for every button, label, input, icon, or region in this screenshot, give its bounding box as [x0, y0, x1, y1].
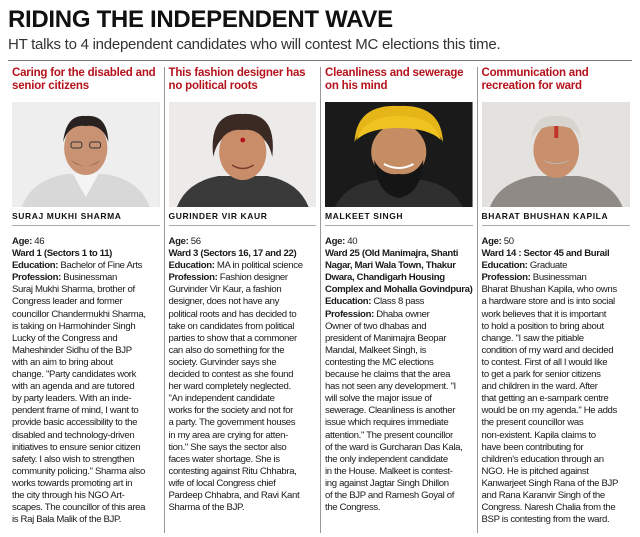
story-line: the Congress. — [325, 502, 381, 514]
candidate-portrait — [12, 102, 160, 207]
story-line: Sharma of the BJP. — [168, 502, 245, 514]
candidate-bio — [325, 236, 473, 514]
story-line: ing against Jagtar Singh Dhillon — [325, 477, 449, 489]
story-line: the present councillor was — [481, 417, 584, 429]
story-line: to get a park for senior citizens — [481, 369, 601, 381]
story-line: Gurvinder Vir Kaur, a fashion — [168, 284, 282, 296]
story-line: that getting an e-sampark centre — [481, 393, 609, 405]
candidate-kicker: Communication and recreation for ward — [481, 67, 589, 92]
story-line: Congress leader and former — [12, 296, 123, 308]
profession-line: Profession: Businessman — [481, 272, 587, 284]
story-line: faces water shortage. She is — [168, 453, 280, 465]
education-line: Education: MA in political science — [168, 260, 303, 272]
education-line: Education: Bachelor of Fine Arts — [12, 260, 143, 272]
story-line: of the ward is Gurcharan Das Kala, — [325, 441, 463, 453]
story-line: contesting the MC elections — [325, 356, 434, 368]
story-line: sewerage. Cleanliness is another — [325, 405, 456, 417]
story-line: change. "I saw the pitiable — [481, 332, 584, 344]
story-line: Bharat Bhushan Kapila, who owns — [481, 284, 617, 296]
candidate-column-2 — [165, 67, 322, 533]
story-line: tion." She says the sector also — [168, 441, 287, 453]
story-line: to contest. First of all I would like — [481, 356, 608, 368]
story-line: change. "Party candidates work — [12, 369, 137, 381]
candidate-name: SURAJ MUKHI SHARMA — [12, 211, 160, 226]
ward-line: Ward 14 : Sector 45 and Burail — [481, 248, 610, 260]
story-line: pendent frame of mind, I want to — [12, 405, 139, 417]
story-line: take on candidates from political — [168, 320, 295, 332]
story-line: is taking on Harmohinder Singh — [12, 320, 136, 332]
story-line: the only independent candidate — [325, 453, 448, 465]
story-line: non-existent. Kapila claims to — [481, 429, 596, 441]
story-line: community policing." Sharma also — [12, 465, 145, 477]
story-line: works for the society and not for — [168, 405, 293, 417]
story-line: safety. I also wish to strengthen — [12, 453, 135, 465]
candidate-columns — [8, 67, 634, 533]
story-line: Pardeep Chhabra, and Ravi Kant — [168, 489, 300, 501]
story-line: her ward completely neglected. — [168, 381, 291, 393]
story-line: with an agenda and are tutored — [12, 381, 135, 393]
story-line: Mandal, Malkeet Singh, is — [325, 344, 427, 356]
story-line: Suraj Mukhi Sharma, brother of — [12, 284, 135, 296]
story-line: work believes that it is important — [481, 308, 607, 320]
profession-line: Profession: Businessman — [12, 272, 118, 284]
story-line: with an aim to bring about — [12, 356, 113, 368]
story-line: BSP is contesting from the ward. — [481, 514, 610, 526]
story-line: and children in the ward. After — [481, 381, 598, 393]
ward-line: Ward 25 (Old Manimajra, Shanti Nagar, Mari Wala Town, Thakur Dwara, Chandigarh Housing Complex and Mohalla Govindpura) — [325, 248, 473, 296]
story-line: decided to contest as she found — [168, 369, 294, 381]
story-line: would be on my agenda." He adds — [481, 405, 617, 417]
candidate-name: BHARAT BHUSHAN KAPILA — [482, 211, 631, 226]
candidate-name: MALKEET SINGH — [325, 211, 473, 226]
education-line: Education: Class 8 pass — [325, 296, 425, 308]
story-line: Maheshinder Sidhu of the BJP — [12, 344, 132, 356]
age-line: Age: 50 — [481, 236, 514, 247]
story-line: society. Gurvinder says she — [168, 356, 277, 368]
story-line: has not seen any development. "I — [325, 381, 456, 393]
candidate-portrait — [482, 102, 631, 207]
story-line: wife of local Congress chief — [168, 477, 276, 489]
story-line: councillor Chandermukhi Sharma, — [12, 308, 146, 320]
candidate-column-1 — [8, 67, 165, 533]
story-line: Congress. Naresh Chalia from the — [481, 502, 616, 514]
headline: RIDING THE INDEPENDENT WAVE — [8, 6, 393, 33]
story-line: will solve the major issue of — [325, 393, 432, 405]
story-line: a hardware store and is into social — [481, 296, 615, 308]
candidate-column-3 — [321, 67, 478, 533]
story-line: NGO. He is pitched against — [481, 465, 589, 477]
profession-line: Profession: Dhaba owner — [325, 308, 430, 320]
candidate-bio — [482, 236, 631, 526]
story-line: contesting against Ritu Chhabra, — [168, 465, 297, 477]
candidate-bio — [169, 236, 317, 514]
candidate-kicker: Caring for the disabled and senior citizens — [12, 67, 156, 92]
story-line: Kanwarjeet Singh Rana of the BJP — [481, 477, 619, 489]
story-line: condition of my ward and decided — [481, 344, 614, 356]
story-line: issue which requires immediate — [325, 417, 449, 429]
story-line: works towards promoting art in — [12, 477, 133, 489]
story-line: "An independent candidate — [168, 393, 275, 405]
story-line: of the BJP and Ramesh Goyal of — [325, 489, 455, 501]
candidate-kicker: This fashion designer has no political roots — [168, 67, 306, 92]
story-line: provide basic accessibility to the — [12, 417, 138, 429]
header-rule — [8, 60, 632, 61]
story-line: political roots and has decided to — [168, 308, 297, 320]
profession-line: Profession: Fashion designer — [168, 272, 288, 284]
story-line: can also do something for the — [168, 344, 285, 356]
age-line: Age: 46 — [12, 236, 45, 247]
ward-line: Ward 1 (Sectors 1 to 11) — [12, 248, 113, 260]
story-line: Lucky of the Congress and — [12, 332, 118, 344]
deck: HT talks to 4 independent candidates who will contest MC elections this time. — [8, 36, 501, 53]
candidate-name: GURINDER VIR KAUR — [169, 211, 317, 226]
story-line: because he claims that the area — [325, 369, 451, 381]
candidate-portrait — [169, 102, 317, 207]
candidate-portrait — [325, 102, 473, 207]
story-line: a party. The government houses — [168, 417, 296, 429]
story-line: disabled and technology-driven — [12, 429, 135, 441]
story-line: in my area are crying for atten- — [168, 429, 288, 441]
story-line: children's education through an — [481, 453, 604, 465]
story-line: president of Manimajra Beopar — [325, 332, 447, 344]
story-line: initiatives to ensure senior citizen — [12, 441, 141, 453]
ward-line: Ward 3 (Sectors 16, 17 and 22) — [168, 248, 297, 260]
story-line: is Raj Bala Malik of the BJP. — [12, 514, 122, 526]
age-line: Age: 56 — [168, 236, 201, 247]
story-line: the city through his NGO Art- — [12, 489, 125, 501]
age-line: Age: 40 — [325, 236, 358, 247]
story-line: have been contributing for — [481, 441, 584, 453]
story-line: scapes. The councillor of this area — [12, 502, 146, 514]
story-line: Owner of two dhabas and — [325, 320, 427, 332]
candidate-kicker: Cleanliness and sewerage on his mind — [325, 67, 464, 92]
story-line: and Rana Karanvir Singh of the — [481, 489, 605, 501]
story-line: in the House. Malkeet is contest- — [325, 465, 453, 477]
story-line: to hold a position to bring about — [481, 320, 604, 332]
candidate-column-4 — [478, 67, 635, 533]
candidate-bio — [12, 236, 160, 526]
story-line: designer, does not have any — [168, 296, 280, 308]
story-line: attention." The present councillor — [325, 429, 453, 441]
story-line: by party leaders. With an inde- — [12, 393, 132, 405]
education-line: Education: Graduate — [481, 260, 568, 272]
story-line: parties to show that a commoner — [168, 332, 297, 344]
